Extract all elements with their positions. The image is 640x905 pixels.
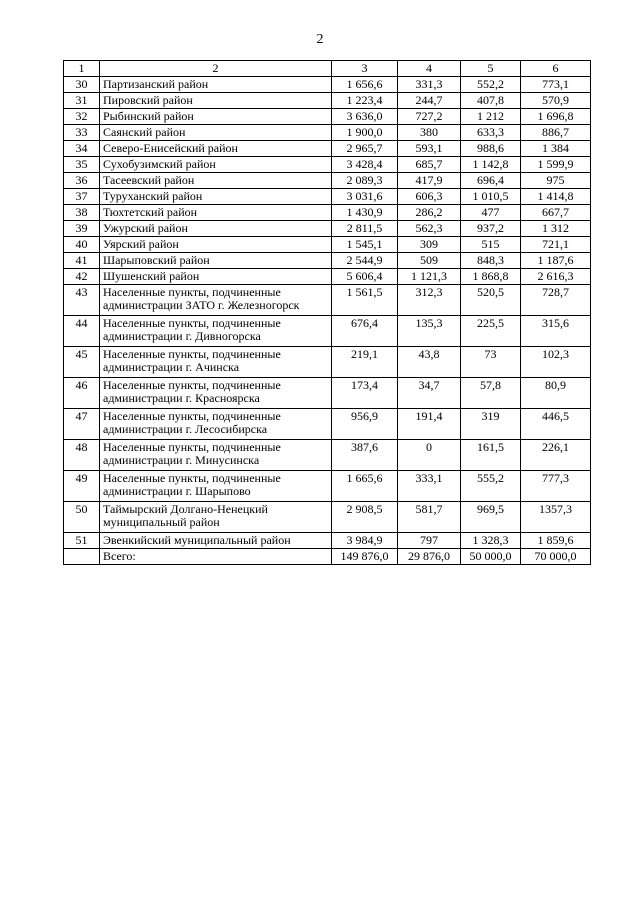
- table-row: [64, 378, 591, 409]
- value-col-5: 1 142,8: [461, 157, 521, 173]
- value-col-3: 5 606,4: [332, 269, 398, 285]
- value-col-4: 581,7: [398, 502, 461, 533]
- value-col-5: 696,4: [461, 173, 521, 189]
- table-row: [64, 77, 591, 93]
- value-col-5: 161,5: [461, 440, 521, 471]
- value-col-5: 225,5: [461, 316, 521, 347]
- row-number: 43: [64, 285, 100, 316]
- value-col-4: 727,2: [398, 109, 461, 125]
- value-col-3: 2 544,9: [332, 253, 398, 269]
- value-col-3: 387,6: [332, 440, 398, 471]
- value-col-3: 1 665,6: [332, 471, 398, 502]
- value-col-4: 309: [398, 237, 461, 253]
- value-col-3: 2 965,7: [332, 141, 398, 157]
- total-col-5: 50 000,0: [461, 549, 521, 565]
- total-row: [64, 549, 591, 565]
- value-col-6: 1 696,8: [521, 109, 591, 125]
- value-col-6: 1 312: [521, 221, 591, 237]
- row-number: 39: [64, 221, 100, 237]
- value-col-6: 1 384: [521, 141, 591, 157]
- value-col-5: 988,6: [461, 141, 521, 157]
- header-cell: 4: [398, 61, 461, 77]
- table-row: [64, 502, 591, 533]
- value-col-5: 937,2: [461, 221, 521, 237]
- value-col-4: 191,4: [398, 409, 461, 440]
- value-col-6: 1357,3: [521, 502, 591, 533]
- value-col-5: 57,8: [461, 378, 521, 409]
- district-name: Населенные пункты, подчиненные администрации г. Минусинска: [100, 440, 332, 471]
- header-cell: 2: [100, 61, 332, 77]
- value-col-4: 1 121,3: [398, 269, 461, 285]
- value-col-4: 244,7: [398, 93, 461, 109]
- table-row: [64, 157, 591, 173]
- value-col-6: 80,9: [521, 378, 591, 409]
- value-col-6: 1 187,6: [521, 253, 591, 269]
- row-number: 46: [64, 378, 100, 409]
- district-name: Населенные пункты, подчиненные администрации г. Ачинска: [100, 347, 332, 378]
- header-cell: 5: [461, 61, 521, 77]
- value-col-3: 1 430,9: [332, 205, 398, 221]
- table-row: [64, 93, 591, 109]
- table-row: [64, 141, 591, 157]
- row-number: 47: [64, 409, 100, 440]
- value-col-3: 2 811,5: [332, 221, 398, 237]
- page-number: 2: [316, 32, 324, 47]
- table-header-row: [64, 61, 591, 77]
- row-number: 41: [64, 253, 100, 269]
- district-name: Населенные пункты, подчиненные администрации г. Красноярска: [100, 378, 332, 409]
- value-col-5: 555,2: [461, 471, 521, 502]
- value-col-6: 773,1: [521, 77, 591, 93]
- table-row: [64, 409, 591, 440]
- row-number: 34: [64, 141, 100, 157]
- value-col-4: 333,1: [398, 471, 461, 502]
- district-name: Шушенский район: [100, 269, 332, 285]
- row-number: 31: [64, 93, 100, 109]
- table-row: [64, 471, 591, 502]
- value-col-4: 331,3: [398, 77, 461, 93]
- row-number: 44: [64, 316, 100, 347]
- value-col-3: 219,1: [332, 347, 398, 378]
- district-name: Тасеевский район: [100, 173, 332, 189]
- value-col-3: 2 089,3: [332, 173, 398, 189]
- value-col-6: 975: [521, 173, 591, 189]
- value-col-5: 73: [461, 347, 521, 378]
- table-row: [64, 189, 591, 205]
- value-col-4: 135,3: [398, 316, 461, 347]
- value-col-4: 417,9: [398, 173, 461, 189]
- value-col-6: 226,1: [521, 440, 591, 471]
- row-number: 36: [64, 173, 100, 189]
- value-col-4: 797: [398, 533, 461, 549]
- district-name: Сухобузимский район: [100, 157, 332, 173]
- row-number: 32: [64, 109, 100, 125]
- value-col-3: 1 900,0: [332, 125, 398, 141]
- table-row: [64, 316, 591, 347]
- value-col-3: 173,4: [332, 378, 398, 409]
- value-col-6: 1 599,9: [521, 157, 591, 173]
- total-col-6: 70 000,0: [521, 549, 591, 565]
- district-name: Шарыповский район: [100, 253, 332, 269]
- district-name: Пировский район: [100, 93, 332, 109]
- value-col-5: 848,3: [461, 253, 521, 269]
- table-row: [64, 253, 591, 269]
- row-number: 37: [64, 189, 100, 205]
- value-col-5: 633,3: [461, 125, 521, 141]
- value-col-6: 728,7: [521, 285, 591, 316]
- value-col-6: 1 859,6: [521, 533, 591, 549]
- row-number: 33: [64, 125, 100, 141]
- value-col-6: 721,1: [521, 237, 591, 253]
- value-col-4: 312,3: [398, 285, 461, 316]
- district-name: Северо-Енисейский район: [100, 141, 332, 157]
- value-col-5: 552,2: [461, 77, 521, 93]
- value-col-3: 2 908,5: [332, 502, 398, 533]
- district-name: Населенные пункты, подчиненные администрации г. Дивногорска: [100, 316, 332, 347]
- district-name: Туруханский район: [100, 189, 332, 205]
- value-col-4: 562,3: [398, 221, 461, 237]
- row-number: 50: [64, 502, 100, 533]
- district-name: Населенные пункты, подчиненные администрации г. Шарыпово: [100, 471, 332, 502]
- value-col-6: 315,6: [521, 316, 591, 347]
- value-col-5: 1 010,5: [461, 189, 521, 205]
- value-col-6: 886,7: [521, 125, 591, 141]
- table-row: [64, 221, 591, 237]
- row-number: 48: [64, 440, 100, 471]
- district-name: Тюхтетский район: [100, 205, 332, 221]
- table-row: [64, 125, 591, 141]
- value-col-5: 1 328,3: [461, 533, 521, 549]
- row-number: 45: [64, 347, 100, 378]
- row-number: 42: [64, 269, 100, 285]
- total-row-number: [64, 549, 100, 565]
- value-col-4: 509: [398, 253, 461, 269]
- value-col-5: 1 868,8: [461, 269, 521, 285]
- value-col-5: 319: [461, 409, 521, 440]
- row-number: 49: [64, 471, 100, 502]
- value-col-5: 515: [461, 237, 521, 253]
- district-name: Ужурский район: [100, 221, 332, 237]
- table-row: [64, 533, 591, 549]
- value-col-3: 3 984,9: [332, 533, 398, 549]
- district-name: Партизанский район: [100, 77, 332, 93]
- value-col-5: 1 212: [461, 109, 521, 125]
- value-col-3: 1 656,6: [332, 77, 398, 93]
- value-col-4: 34,7: [398, 378, 461, 409]
- header-cell: 3: [332, 61, 398, 77]
- value-col-3: 1 561,5: [332, 285, 398, 316]
- table-row: [64, 440, 591, 471]
- row-number: 30: [64, 77, 100, 93]
- value-col-3: 3 031,6: [332, 189, 398, 205]
- value-col-5: 520,5: [461, 285, 521, 316]
- value-col-6: 446,5: [521, 409, 591, 440]
- value-col-3: 1 223,4: [332, 93, 398, 109]
- table-row: [64, 173, 591, 189]
- value-col-6: 2 616,3: [521, 269, 591, 285]
- table-row: [64, 205, 591, 221]
- row-number: 40: [64, 237, 100, 253]
- row-number: 38: [64, 205, 100, 221]
- value-col-4: 380: [398, 125, 461, 141]
- value-col-5: 969,5: [461, 502, 521, 533]
- table-row: [64, 285, 591, 316]
- total-col-4: 29 876,0: [398, 549, 461, 565]
- value-col-6: 777,3: [521, 471, 591, 502]
- value-col-6: 1 414,8: [521, 189, 591, 205]
- value-col-3: 956,9: [332, 409, 398, 440]
- value-col-3: 3 636,0: [332, 109, 398, 125]
- row-number: 35: [64, 157, 100, 173]
- allocation-table: [63, 60, 591, 565]
- total-label: Всего:: [100, 549, 332, 565]
- value-col-4: 0: [398, 440, 461, 471]
- district-name: Эвенкийский муниципальный район: [100, 533, 332, 549]
- header-cell: 6: [521, 61, 591, 77]
- value-col-6: 570,9: [521, 93, 591, 109]
- value-col-4: 685,7: [398, 157, 461, 173]
- value-col-5: 477: [461, 205, 521, 221]
- total-col-3: 149 876,0: [332, 549, 398, 565]
- value-col-4: 286,2: [398, 205, 461, 221]
- value-col-5: 407,8: [461, 93, 521, 109]
- value-col-4: 593,1: [398, 141, 461, 157]
- value-col-4: 43,8: [398, 347, 461, 378]
- district-name: Населенные пункты, подчиненные администрации ЗАТО г. Железногорск: [100, 285, 332, 316]
- table-row: [64, 109, 591, 125]
- district-name: Рыбинский район: [100, 109, 332, 125]
- value-col-3: 676,4: [332, 316, 398, 347]
- header-cell: 1: [64, 61, 100, 77]
- district-name: Населенные пункты, подчиненные администрации г. Лесосибирска: [100, 409, 332, 440]
- table-row: [64, 269, 591, 285]
- district-name: Таймырский Долгано-Ненецкий муниципальный район: [100, 502, 332, 533]
- value-col-6: 667,7: [521, 205, 591, 221]
- district-name: Уярский район: [100, 237, 332, 253]
- district-name: Саянский район: [100, 125, 332, 141]
- value-col-3: 3 428,4: [332, 157, 398, 173]
- table-row: [64, 237, 591, 253]
- value-col-3: 1 545,1: [332, 237, 398, 253]
- value-col-4: 606,3: [398, 189, 461, 205]
- value-col-6: 102,3: [521, 347, 591, 378]
- table-row: [64, 347, 591, 378]
- row-number: 51: [64, 533, 100, 549]
